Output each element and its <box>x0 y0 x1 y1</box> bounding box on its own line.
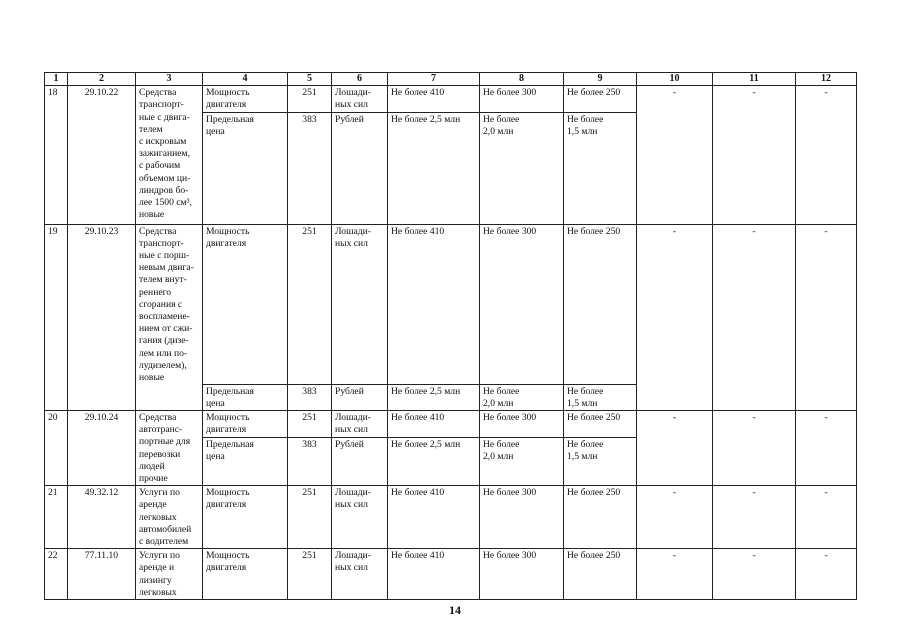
item-name-cell: Средства автотранс- портные для перевозки людей прочие <box>136 411 203 486</box>
value-col8-cell: Не более 2,0 млн <box>480 384 564 410</box>
col11-cell: - <box>713 486 796 549</box>
header-row <box>45 73 857 86</box>
table-row <box>45 411 857 438</box>
col11-cell: - <box>713 224 796 410</box>
value-col7-cell: Не более 410 <box>388 224 480 384</box>
okpd-code-cell: 29.10.23 <box>68 224 136 410</box>
col12-cell: - <box>796 549 857 600</box>
value-col8-cell: Не более 300 <box>480 486 564 549</box>
value-col7-cell: Не более 410 <box>388 86 480 112</box>
value-col7-cell: Не более 410 <box>388 486 480 549</box>
col11-cell: - <box>713 411 796 486</box>
value-col7-cell: Не более 2,5 млн <box>388 112 480 224</box>
value-col9-cell: Не более 250 <box>564 224 637 384</box>
characteristic-cell: Мощность двигателя <box>203 411 288 438</box>
value-col7-cell: Не более 410 <box>388 411 480 438</box>
value-col7-cell: Не более 410 <box>388 549 480 600</box>
okei-code-cell: 383 <box>288 384 332 410</box>
okpd-code-cell: 49.32.12 <box>68 486 136 549</box>
item-name-cell: Средства транспорт- ные с порш- невым двига- телем внут- реннего сгорания с воспламене- нием от сжи- гания (дизе- лем или по- лудизелем), новые <box>136 224 203 410</box>
col10-cell: - <box>637 486 713 549</box>
col12-cell: - <box>796 486 857 549</box>
col10-cell: - <box>637 411 713 486</box>
value-col9-cell: Не более 250 <box>564 486 637 549</box>
value-col8-cell: Не более 300 <box>480 224 564 384</box>
okei-code-cell: 251 <box>288 411 332 438</box>
header-cell: 4 <box>203 73 288 86</box>
value-col8-cell: Не более 2,0 млн <box>480 112 564 224</box>
table-row <box>45 224 857 384</box>
value-col8-cell: Не более 300 <box>480 549 564 600</box>
okei-code-cell: 383 <box>288 437 332 486</box>
unit-cell: Рублей <box>332 384 388 410</box>
col12-cell: - <box>796 86 857 224</box>
unit-cell: Лошади- ных сил <box>332 549 388 600</box>
characteristic-cell: Мощность двигателя <box>203 224 288 384</box>
okpd-code-cell: 29.10.22 <box>68 86 136 224</box>
row-number-cell: 19 <box>45 224 68 410</box>
characteristic-cell: Мощность двигателя <box>203 486 288 549</box>
row-number-cell: 21 <box>45 486 68 549</box>
characteristic-cell: Предельная цена <box>203 112 288 224</box>
table-row <box>45 86 857 112</box>
value-col9-cell: Не более 250 <box>564 549 637 600</box>
table-row <box>45 549 857 600</box>
header-cell: 6 <box>332 73 388 86</box>
okei-code-cell: 251 <box>288 486 332 549</box>
okpd-code-cell: 77.11.10 <box>68 549 136 600</box>
okpd-code-cell: 29.10.24 <box>68 411 136 486</box>
value-col7-cell: Не более 2,5 млн <box>388 437 480 486</box>
characteristic-cell: Мощность двигателя <box>203 549 288 600</box>
value-col9-cell: Не более 250 <box>564 411 637 438</box>
header-cell: 12 <box>796 73 857 86</box>
characteristic-cell: Предельная цена <box>203 437 288 486</box>
characteristic-cell: Мощность двигателя <box>203 86 288 112</box>
unit-cell: Лошади- ных сил <box>332 486 388 549</box>
unit-cell: Лошади- ных сил <box>332 224 388 384</box>
col11-cell: - <box>713 86 796 224</box>
okei-code-cell: 251 <box>288 86 332 112</box>
specification-table <box>44 72 857 600</box>
col12-cell: - <box>796 224 857 410</box>
value-col9-cell: Не более 1,5 млн <box>564 112 637 224</box>
row-number-cell: 20 <box>45 411 68 486</box>
value-col9-cell: Не более 1,5 млн <box>564 384 637 410</box>
value-col7-cell: Не более 2,5 млн <box>388 384 480 410</box>
header-cell: 8 <box>480 73 564 86</box>
col11-cell: - <box>713 549 796 600</box>
item-name-cell: Средства транспорт- ные с двига- телем с искровым зажиганием, с рабочим объемом ци- линдров бо- лее 1500 см³, новые <box>136 86 203 224</box>
okei-code-cell: 251 <box>288 549 332 600</box>
header-cell: 2 <box>68 73 136 86</box>
okei-code-cell: 251 <box>288 224 332 384</box>
col10-cell: - <box>637 86 713 224</box>
value-col8-cell: Не более 300 <box>480 411 564 438</box>
header-cell: 11 <box>713 73 796 86</box>
col10-cell: - <box>637 549 713 600</box>
unit-cell: Рублей <box>332 112 388 224</box>
header-cell: 7 <box>388 73 480 86</box>
characteristic-cell: Предельная цена <box>203 384 288 410</box>
item-name-cell: Услуги по аренде легковых автомобилей с водителем <box>136 486 203 549</box>
header-cell: 5 <box>288 73 332 86</box>
value-col8-cell: Не более 2,0 млн <box>480 437 564 486</box>
header-cell: 10 <box>637 73 713 86</box>
value-col9-cell: Не более 250 <box>564 86 637 112</box>
row-number-cell: 18 <box>45 86 68 224</box>
page-number: 14 <box>449 603 461 617</box>
col12-cell: - <box>796 411 857 486</box>
value-col8-cell: Не более 300 <box>480 86 564 112</box>
table-row <box>45 486 857 549</box>
value-col9-cell: Не более 1,5 млн <box>564 437 637 486</box>
header-cell: 1 <box>45 73 68 86</box>
col10-cell: - <box>637 224 713 410</box>
item-name-cell: Услуги по аренде и лизингу легковых <box>136 549 203 600</box>
header-cell: 3 <box>136 73 203 86</box>
unit-cell: Лошади- ных сил <box>332 411 388 438</box>
unit-cell: Рублей <box>332 437 388 486</box>
unit-cell: Лошади- ных сил <box>332 86 388 112</box>
row-number-cell: 22 <box>45 549 68 600</box>
okei-code-cell: 383 <box>288 112 332 224</box>
header-cell: 9 <box>564 73 637 86</box>
